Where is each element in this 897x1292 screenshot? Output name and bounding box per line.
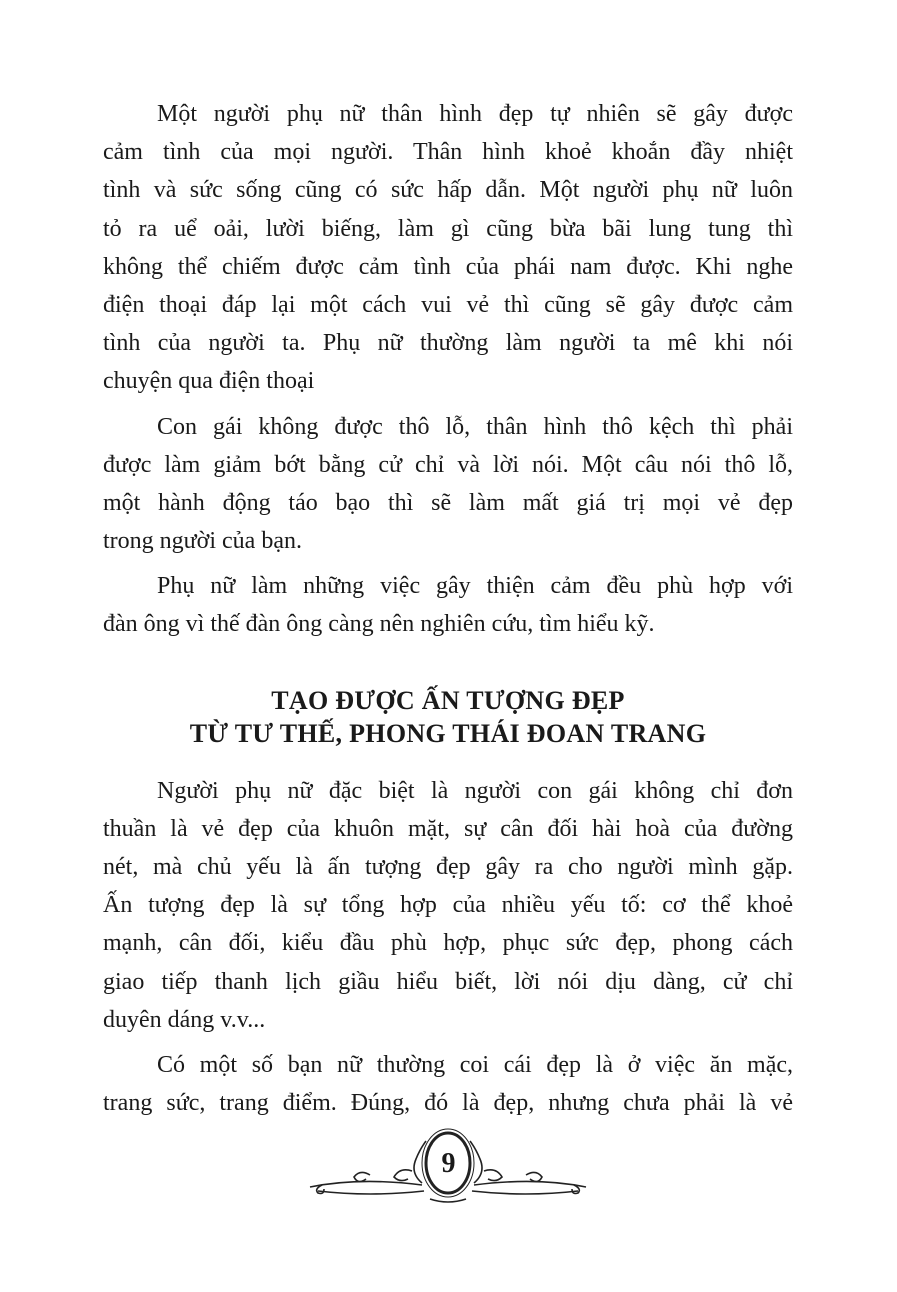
text-line: giao tiếp thanh lịch giầu hiểu biết, lời nói dịu dàng, cử chỉ	[103, 968, 793, 995]
text-line: tỏ ra uể oải, lười biếng, làm gì cũng bừa bãi lung tung thì	[103, 215, 793, 242]
text-line: điện thoại đáp lại một cách vui vẻ thì cũng sẽ gây được cảm	[103, 291, 793, 318]
text-line: đàn ông vì thế đàn ông càng nên nghiên cứu, tìm hiểu kỹ.	[103, 611, 655, 638]
paragraph	[103, 408, 793, 561]
section-heading	[103, 684, 793, 750]
paragraph	[103, 95, 793, 401]
text-line: Ấn tượng đẹp là sự tổng hợp của nhiều yếu tố: cơ thể khoẻ	[103, 892, 793, 919]
text-line: tình và sức sống cũng có sức hấp dẫn. Một người phụ nữ luôn	[103, 177, 793, 204]
paragraph	[103, 567, 793, 643]
text-line: Phụ nữ làm những việc gây thiện cảm đều phù hợp với	[157, 573, 793, 600]
heading-line: TỪ TƯ THẾ, PHONG THÁI ĐOAN TRANG	[189, 718, 707, 748]
text-line: cảm tình của mọi người. Thân hình khoẻ khoắn đầy nhiệt	[103, 139, 793, 166]
text-line: chuyện qua điện thoại	[103, 368, 315, 395]
text-line: Người phụ nữ đặc biệt là người con gái không chỉ đơn	[157, 777, 793, 804]
text-line: mạnh, cân đối, kiểu đầu phù hợp, phục sức đẹp, phong cách	[103, 930, 793, 957]
text-line: Con gái không được thô lỗ, thân hình thô kệch thì phải	[157, 413, 793, 440]
text-line: Có một số bạn nữ thường coi cái đẹp là ở việc ăn mặc,	[157, 1051, 793, 1078]
text-line: trang sức, trang điểm. Đúng, đó là đẹp, nhưng chưa phải là vẻ	[103, 1090, 793, 1117]
page-number: 9	[441, 1148, 456, 1179]
text-line: thuần là vẻ đẹp của khuôn mặt, sự cân đối hài hoà của đường	[103, 815, 793, 842]
text-line: nét, mà chủ yếu là ấn tượng đẹp gây ra cho người mình gặp.	[103, 854, 793, 880]
text-line: duyên dáng v.v...	[103, 1006, 266, 1033]
text-line: Một người phụ nữ thân hình đẹp tự nhiên sẽ gây được	[157, 101, 793, 127]
page-body	[103, 95, 793, 1129]
text-line: được làm giảm bớt bằng cử chỉ và lời nói. Một câu nói thô lỗ,	[103, 451, 793, 478]
text-line: tình của người ta. Phụ nữ thường làm người ta mê khi nói	[103, 330, 793, 357]
text-line: không thể chiếm được cảm tình của phái nam được. Khi nghe	[103, 253, 793, 280]
text-line: trong người của bạn.	[103, 528, 302, 555]
text-line: một hành động táo bạo thì sẽ làm mất giá trị mọi vẻ đẹp	[103, 489, 793, 516]
heading-line: TẠO ĐƯỢC ẤN TƯỢNG ĐẸP	[271, 685, 625, 715]
paragraph	[103, 1046, 793, 1122]
paragraph	[103, 772, 793, 1039]
